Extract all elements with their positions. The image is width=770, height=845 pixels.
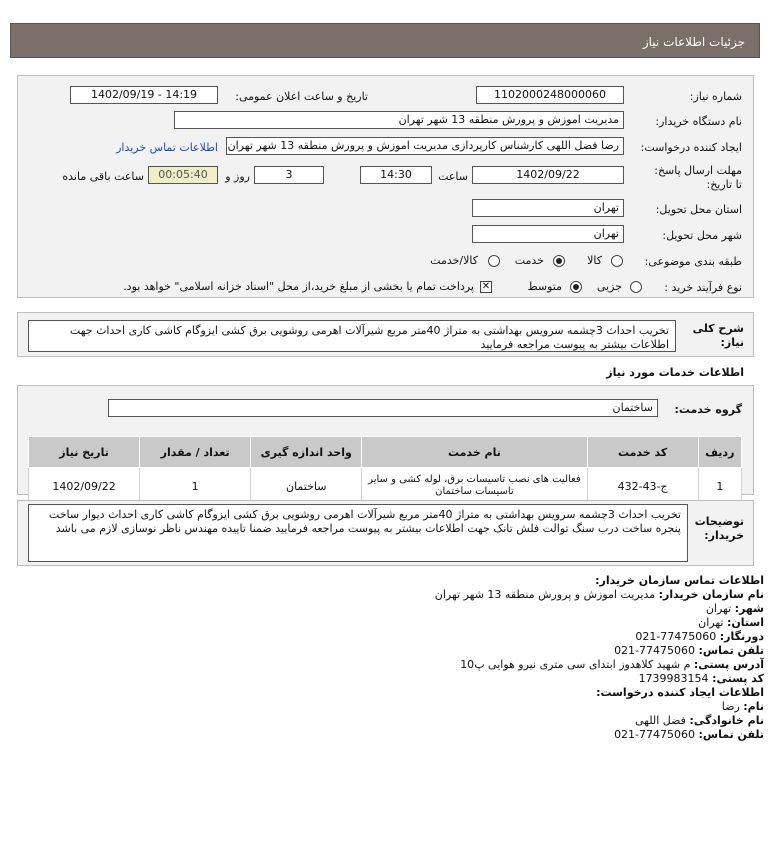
buyer-org-label: نام دستگاه خریدار: bbox=[655, 115, 742, 128]
col-unit: واحد اندازه گیری bbox=[251, 437, 362, 468]
process-medium-label: متوسط bbox=[527, 280, 562, 293]
creator-field[interactable]: رضا فضل اللهی کارشناس کارپردازی مدیریت اموزش و پرورش منطقه 13 شهر تهران bbox=[226, 137, 624, 155]
col-qty: تعداد / مقدار bbox=[140, 437, 251, 468]
contact-fax-line bbox=[635, 630, 764, 643]
province-field[interactable]: تهران bbox=[472, 199, 624, 217]
contact-address-label: آدرس پستی: bbox=[693, 658, 764, 671]
table-row[interactable] bbox=[29, 468, 742, 505]
category-goods-radio[interactable] bbox=[611, 255, 623, 267]
process-medium-radio[interactable] bbox=[570, 281, 582, 293]
category-label: طبقه بندی موضوعی: bbox=[644, 255, 742, 268]
deadline-date-field[interactable]: 1402/09/22 bbox=[472, 166, 624, 184]
contact-phone-line bbox=[614, 644, 764, 657]
category-both-label: کالا/خدمت bbox=[430, 254, 478, 267]
contact-fax: 021-77475060 bbox=[635, 630, 717, 643]
contact-last-name-line bbox=[635, 714, 764, 727]
contact-last-name: فضل اللهی bbox=[635, 714, 686, 727]
contact-org-title: اطلاعات تماس سازمان خریدار: bbox=[595, 574, 764, 587]
process-minor-radio[interactable] bbox=[630, 281, 642, 293]
contact-province-label: استان: bbox=[727, 616, 764, 629]
contact-first-name-label: نام: bbox=[743, 700, 764, 713]
deadline-time-field[interactable]: 14:30 bbox=[360, 166, 432, 184]
need-number-label: شماره نیاز: bbox=[689, 90, 742, 103]
contact-creator-phone-line bbox=[614, 728, 764, 741]
cell-name: فعالیت های نصب تاسیسات برق، لوله کشی و سایر تاسیسات ساختمان bbox=[362, 468, 587, 505]
days-field[interactable]: 3 bbox=[254, 166, 324, 184]
category-service-label: خدمت bbox=[514, 254, 544, 267]
contact-province-line bbox=[698, 616, 764, 629]
category-service-radio[interactable] bbox=[553, 255, 565, 267]
contact-address-line bbox=[460, 658, 764, 671]
remaining-time-field: 00:05:40 bbox=[148, 166, 218, 184]
city-label: شهر محل تحویل: bbox=[662, 229, 742, 242]
contact-org-name: مدیریت اموزش و پرورش منطقه 13 شهر تهران bbox=[434, 588, 656, 601]
contact-creator-phone-label: تلفن تماس: bbox=[698, 728, 764, 741]
contact-creator-phone: 021-77475060 bbox=[614, 728, 696, 741]
contact-city-label: شهر: bbox=[734, 602, 764, 615]
page-header bbox=[10, 23, 760, 58]
cell-qty: 1 bbox=[140, 468, 251, 505]
contact-postal: 1739983154 bbox=[638, 672, 709, 685]
summary-label: شرح کلی نیاز: bbox=[692, 322, 744, 349]
contact-first-name-line bbox=[722, 700, 764, 713]
process-label: نوع فرآیند خرید : bbox=[664, 281, 742, 294]
buyer-org-field[interactable]: مدیریت اموزش و پرورش منطقه 13 شهر تهران bbox=[174, 111, 624, 129]
payment-note: پرداخت تمام یا بخشی از مبلغ خرید،از محل "اسناد خزانه اسلامی" خواهد بود. bbox=[123, 280, 474, 293]
province-label: استان محل تحویل: bbox=[655, 203, 742, 216]
days-label: روز و bbox=[225, 170, 250, 183]
cell-date: 1402/09/22 bbox=[29, 468, 140, 505]
cell-unit: ساختمان bbox=[251, 468, 362, 505]
cell-code: ج-43-432 bbox=[587, 468, 698, 505]
contact-org-name-label: نام سازمان خریدار: bbox=[658, 588, 764, 601]
remaining-time-label: ساعت باقی مانده bbox=[62, 170, 144, 183]
services-table bbox=[28, 436, 742, 505]
buyer-notes-label: توضیحات خریدار: bbox=[694, 515, 744, 542]
category-both-radio[interactable] bbox=[488, 255, 500, 267]
col-code: کد خدمت bbox=[587, 437, 698, 468]
contact-province: تهران bbox=[698, 616, 724, 629]
buyer-notes-text: تخریب احداث 3چشمه سرویس بهداشتی به متراژ 40متر مربع شیرآلات اهرمی روشویی برق کشی ایزوگام کاشی کاری احداث دیوار ساخت پنجره ساخت درب سنگ توالت فلش تانک جهت اطلاعات بیشتر به پیوست مراجعه فرمایید ضمنا تاییده مهندس ناظر نوسازی لازم می باشد bbox=[28, 504, 688, 562]
col-row: ردیف bbox=[698, 437, 741, 468]
city-field[interactable]: تهران bbox=[472, 225, 624, 243]
col-date: تاریخ نیاز bbox=[29, 437, 140, 468]
contact-creator-title: اطلاعات ایجاد کننده درخواست: bbox=[596, 686, 764, 699]
contact-fax-label: دورنگار: bbox=[719, 630, 764, 643]
deadline-label: مهلت ارسال پاسخ: تا تاریخ: bbox=[654, 164, 742, 191]
contact-last-name-label: نام خانوادگی: bbox=[689, 714, 764, 727]
contact-city-line bbox=[706, 602, 764, 615]
table-header-row bbox=[29, 437, 742, 468]
contact-buyer-link[interactable]: اطلاعات تماس خریدار bbox=[116, 141, 218, 154]
page-title: جزئیات اطلاعات نیاز bbox=[642, 35, 745, 49]
col-name: نام خدمت bbox=[362, 437, 587, 468]
announce-field[interactable]: 1402/09/19 - 14:19 bbox=[70, 86, 218, 104]
deadline-time-label: ساعت bbox=[438, 170, 468, 183]
announce-label: تاریخ و ساعت اعلان عمومی: bbox=[235, 90, 368, 103]
contact-postal-label: کد پستی: bbox=[712, 672, 764, 685]
process-minor-label: جزیی bbox=[596, 280, 622, 293]
services-section-title: اطلاعات خدمات مورد نیاز bbox=[606, 366, 744, 379]
contact-phone-label: تلفن تماس: bbox=[698, 644, 764, 657]
contact-first-name: رضا bbox=[721, 700, 740, 713]
need-info-panel bbox=[17, 75, 754, 298]
contact-postal-line bbox=[639, 672, 764, 685]
summary-text: تخریب احداث 3چشمه سرویس بهداشتی به متراژ 40متر مربع شیرآلات اهرمی روشویی برق کشی ایزوگام کاشی کاری احداث جهت اطلاعات بیشتر به پیوست مراجعه فرمایید bbox=[28, 320, 676, 352]
contact-phone: 021-77475060 bbox=[614, 644, 696, 657]
category-goods-label: کالا bbox=[587, 254, 602, 267]
treasury-checkbox[interactable]: ✕ bbox=[481, 281, 491, 292]
need-number-field[interactable]: 1102000248000060 bbox=[476, 86, 624, 104]
contact-city: تهران bbox=[705, 602, 732, 615]
contact-org-line bbox=[435, 588, 764, 601]
service-group-label: گروه خدمت: bbox=[674, 403, 742, 416]
cell-row: 1 bbox=[698, 468, 741, 505]
creator-label: ایجاد کننده درخواست: bbox=[640, 141, 742, 154]
service-group-field[interactable]: ساختمان bbox=[108, 399, 658, 417]
contact-address: م شهید کلاهدوز ابتدای سی متری نیرو هوایی پ10 bbox=[460, 658, 691, 671]
